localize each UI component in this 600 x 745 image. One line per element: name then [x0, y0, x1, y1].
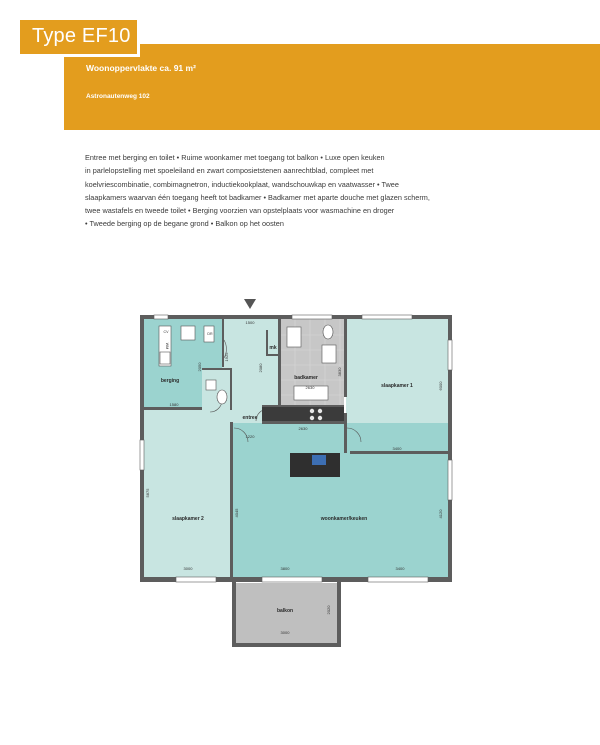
- dimension-label: 3000: [280, 630, 290, 635]
- wm-label: WM: [165, 342, 169, 350]
- dimension-label: 2020: [326, 605, 331, 615]
- room-label-balkon: balkon: [276, 608, 294, 614]
- dimension-label: 3830: [337, 367, 342, 377]
- room-label-entree: entree: [242, 415, 258, 421]
- room-label-woonkamer: woonkamer/keuken: [320, 516, 368, 522]
- dimension-label: 1220: [245, 434, 255, 439]
- dimension-label: 3400: [395, 566, 405, 571]
- woonkamer-room: [232, 423, 448, 577]
- dimension-label: 2080: [258, 363, 263, 373]
- entrance-arrow-icon: [244, 299, 256, 309]
- kitchen-counter: [262, 407, 344, 421]
- room-label-berging: berging: [160, 378, 180, 384]
- description-line: twee wastafels en tweede toilet • Berging voorzien van opstelplaats voor wasmachine en droger: [85, 206, 395, 216]
- dimension-label: 1500: [245, 320, 255, 325]
- island-sink-icon: [312, 455, 326, 465]
- address: Astronautenweg 102: [86, 93, 150, 100]
- description-line: slaapkamers waarvan één toegang heeft tot badkamer • Badkamer met aparte douche met glazen scherm,: [85, 192, 430, 202]
- room-label-mk: mk: [269, 345, 277, 351]
- dimension-label: 3000: [183, 566, 193, 571]
- description-line: koelvriescombinatie, combimagnetron, inductiekookplaat, wandschouwkap en vaatwasser • Twee: [85, 179, 399, 189]
- dimension-label: 1925: [224, 352, 229, 362]
- dimension-label: 5875: [145, 488, 150, 498]
- dimension-label: 6000: [438, 381, 443, 391]
- type-title: Type EF10: [32, 25, 131, 47]
- dimension-label: 2630: [305, 385, 315, 390]
- cv-label: CV: [163, 330, 169, 334]
- dimension-label: 3400: [392, 446, 402, 451]
- description-line: Entree met berging en toilet • Ruime woonkamer met toegang tot balkon • Luxe open keuken: [85, 153, 385, 162]
- room-label-badkamer: badkamer: [294, 375, 318, 381]
- dimension-label: 4045: [234, 508, 239, 518]
- room-label-slaapkamer-2: slaapkamer 2: [172, 516, 204, 522]
- description-line: in parlelopstelling met spoeleiland en zwart composietstenen aanrechtblad, compleet met: [85, 166, 374, 176]
- room-label-slaapkamer-1: slaapkamer 1: [381, 383, 413, 389]
- balkon-room: [232, 583, 338, 645]
- dimension-label: 3800: [280, 566, 290, 571]
- dimension-label: 2630: [298, 426, 308, 431]
- description-line: • Tweede berging op de begane grond • Balkon op het oosten: [85, 219, 284, 229]
- living-area: Woonoppervlakte ca. 91 m²: [86, 63, 196, 73]
- dr-label: DR: [207, 332, 213, 336]
- dimension-label: 1580: [169, 402, 179, 407]
- dimension-label: 4120: [438, 509, 443, 519]
- dimension-label: 2050: [197, 362, 202, 372]
- slaapkamer-2-room: [144, 409, 232, 577]
